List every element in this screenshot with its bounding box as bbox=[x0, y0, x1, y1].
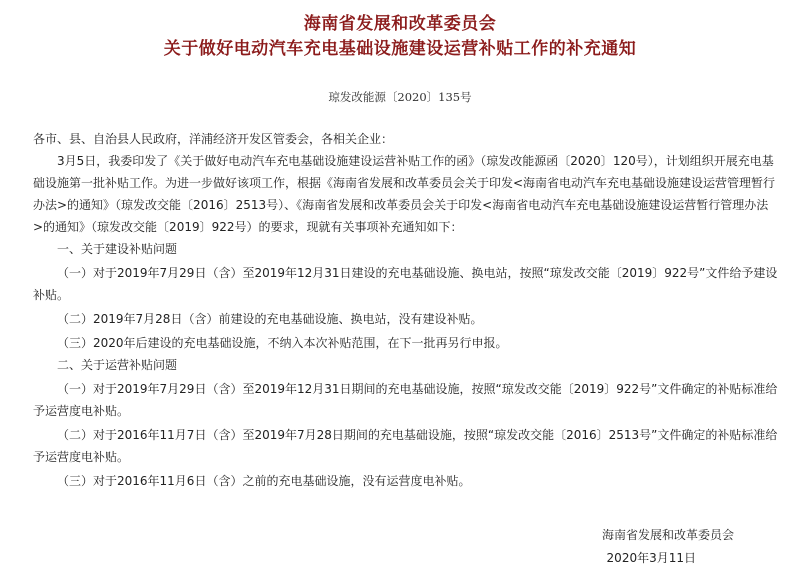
intro-paragraph: 3月5日，我委印发了《关于做好电动汽车充电基础设施建设运营补贴工作的函》（琼发改能源函〔2020〕120号），计划组织开展充电基础设施第一批补贴工作。为进一步做好该项工作，根据《海南省发展和改革委员会关于印发<海南省电动汽车充电基础设施建设运营管理暂行办法>的通知》（琼发改交能〔2016〕2513号）、《海南省发展和改革委员会关于印发<海南省电动汽车充电基础设施建设运营暂行管理办法>的通知》（琼发改交能〔2019〕922号）的要求，现就有关事项补充通知如下： bbox=[33, 154, 776, 234]
section1-item: （二）2019年7月28日（含）前建设的充电基础设施、换电站，没有建设补贴。 bbox=[57, 312, 483, 326]
org-title: 海南省发展和改革委员会 bbox=[303, 14, 497, 34]
section1-item: （一）对于2019年7月29日（含）至2019年12月31日建设的充电基础设施、换电站，按照“琼发改交能〔2019〕922号”文件给予建设补贴。 bbox=[33, 266, 778, 302]
section2-heading: 二、关于运营补贴问题 bbox=[57, 358, 178, 372]
document-number: 琼发改能源〔2020〕135号 bbox=[328, 90, 472, 104]
section2-item: （二）对于2016年11月7日（含）至2019年7月28日期间的充电基础设施，按照“琼发改交能〔2016〕2513号”文件确定的补贴标准给予运营度电补贴。 bbox=[33, 428, 778, 464]
section2-item: （一）对于2019年7月29日（含）至2019年12月31日期间的充电基础设施，按照“琼发改交能〔2019〕922号”文件确定的补贴标准给予运营度电补贴。 bbox=[33, 382, 778, 418]
document-body bbox=[33, 128, 778, 492]
section1-item: （三）2020年后建设的充电基础设施，不纳入本次补贴范围，在下一批再另行申报。 bbox=[57, 336, 508, 350]
section1-heading: 一、关于建设补贴问题 bbox=[57, 242, 178, 256]
document-title: 关于做好电动汽车充电基础设施建设运营补贴工作的补充通知 bbox=[163, 39, 637, 59]
signature-date: 2020年3月11日 bbox=[606, 551, 696, 565]
salutation: 各市、县、自治县人民政府，洋浦经济开发区管委会，各相关企业： bbox=[33, 132, 394, 146]
section2-item: （三）对于2016年11月6日（含）之前的充电基础设施，没有运营度电补贴。 bbox=[57, 474, 471, 488]
signature-org: 海南省发展和改革委员会 bbox=[601, 528, 734, 542]
